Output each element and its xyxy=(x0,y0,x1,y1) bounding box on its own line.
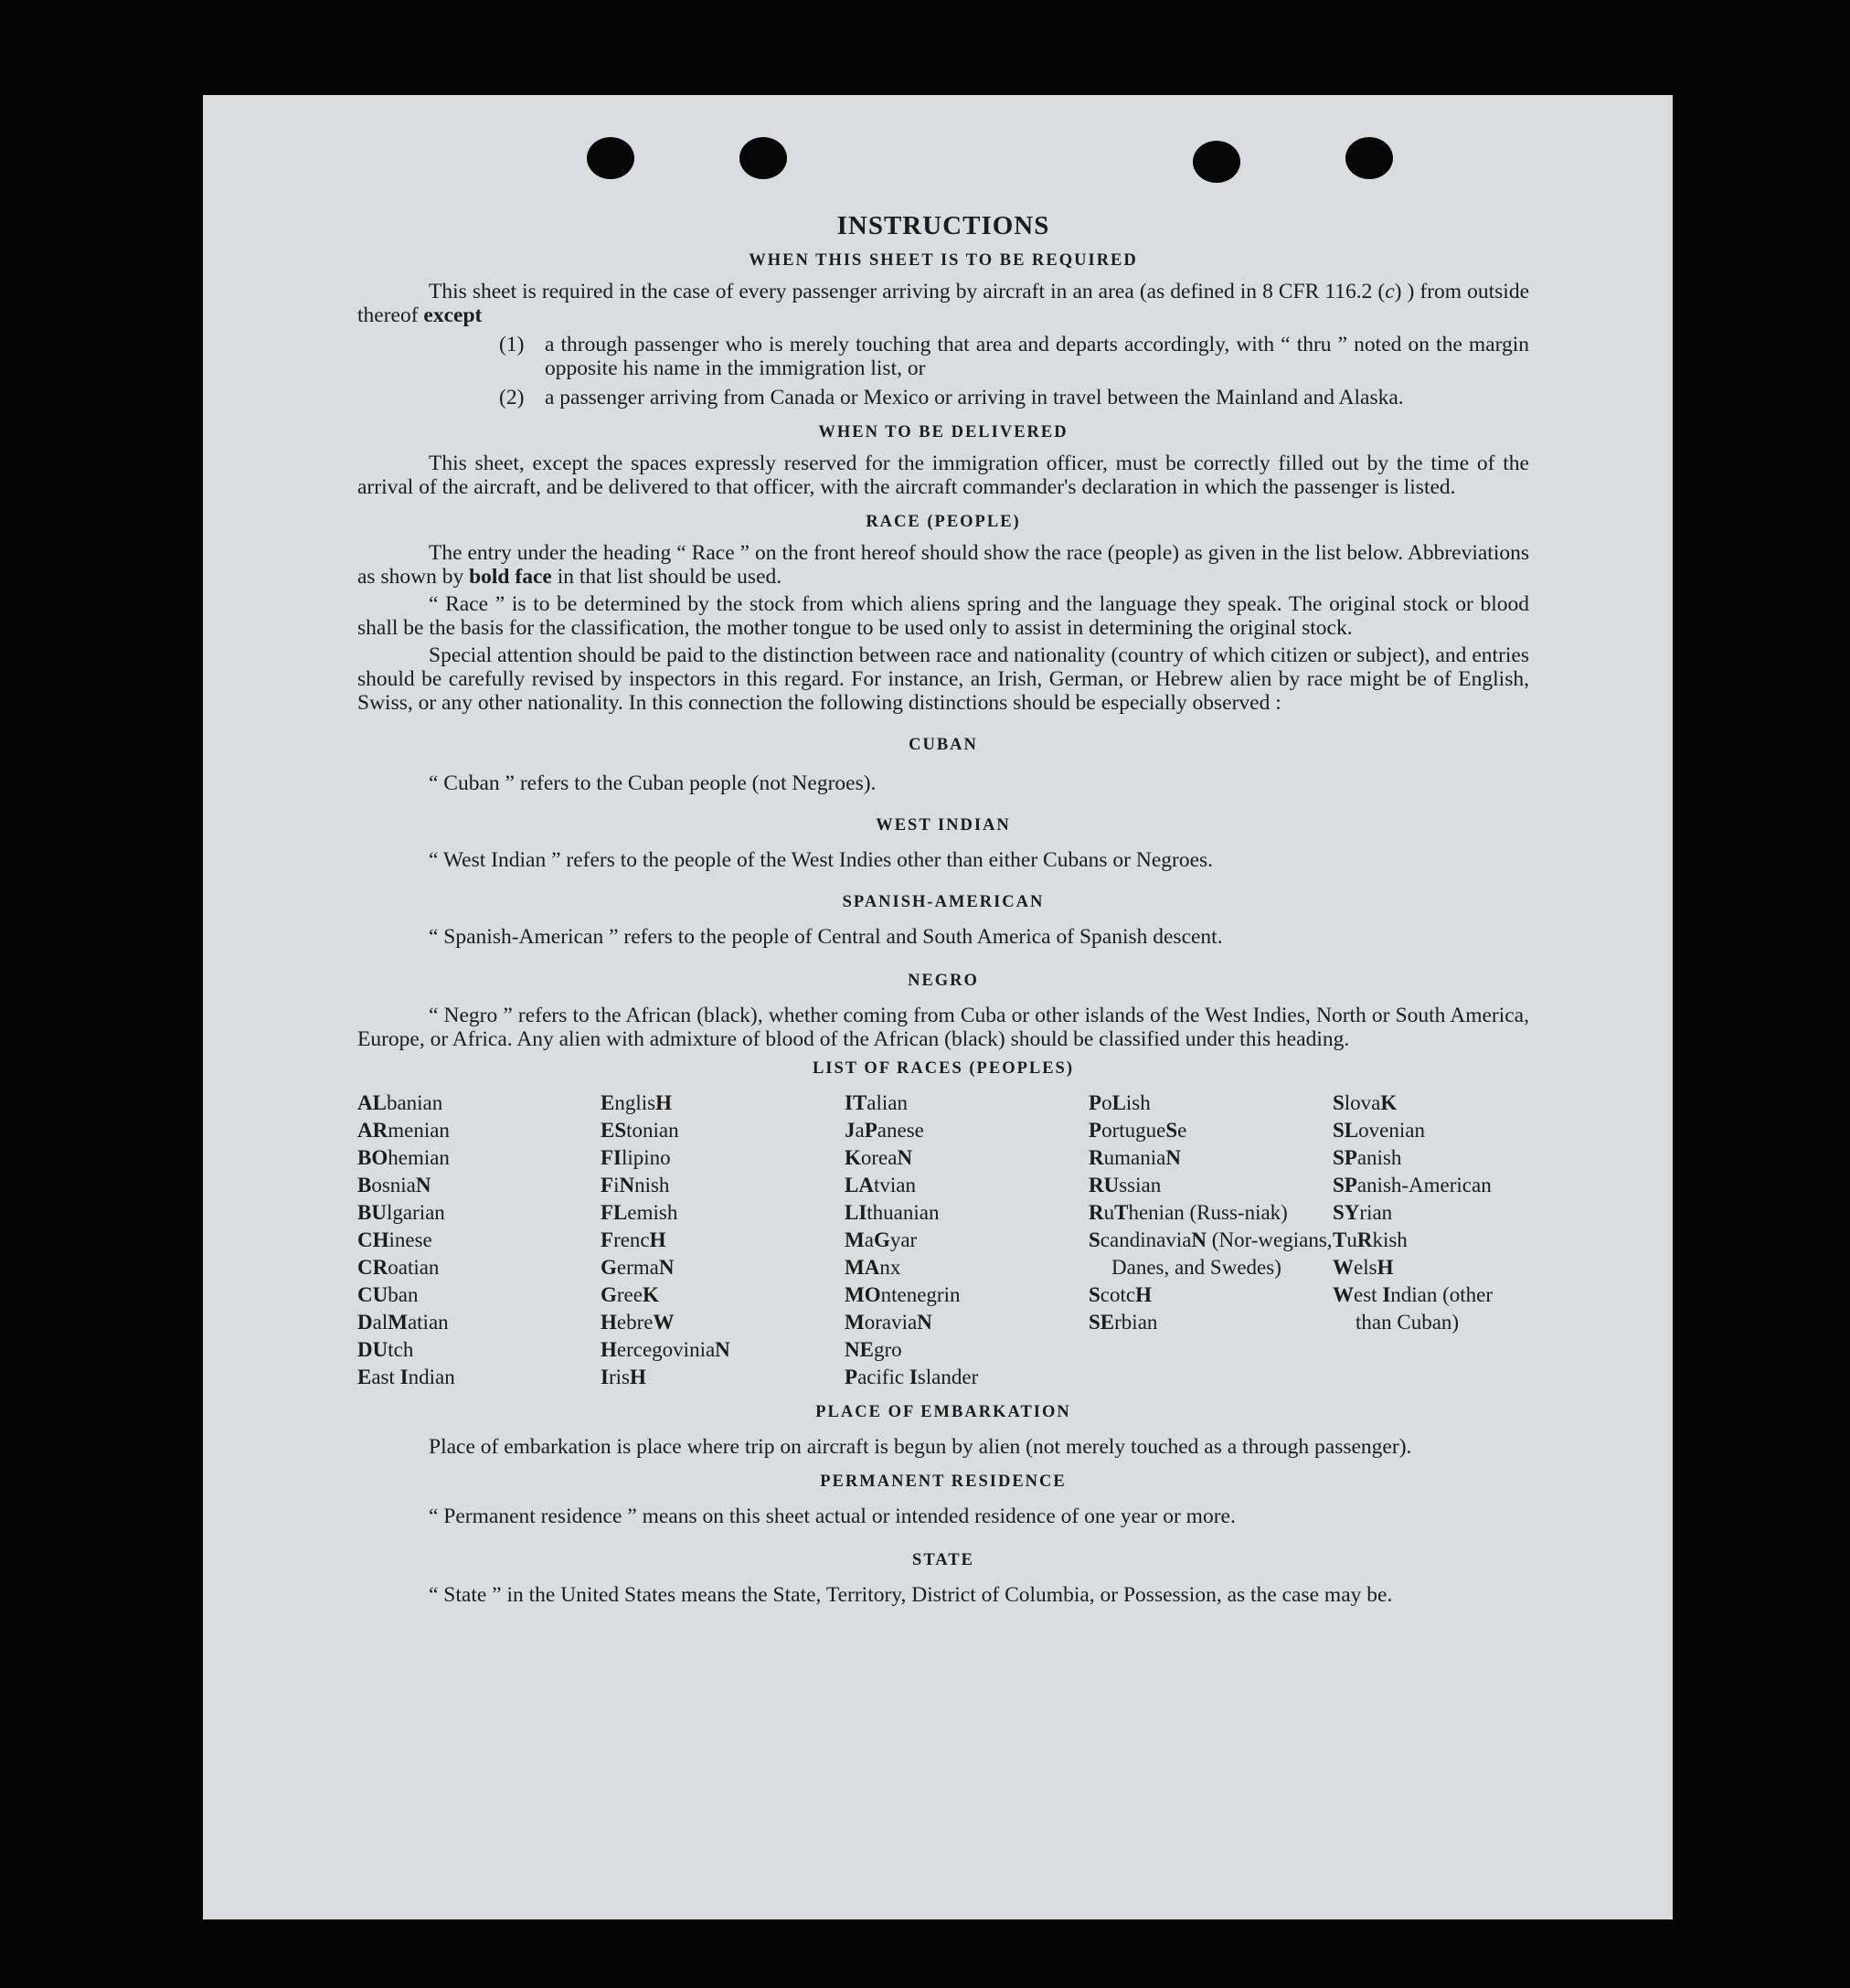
race-abbreviation: T xyxy=(1114,1201,1129,1224)
section-heading: SPANISH-AMERICAN xyxy=(842,893,1045,911)
race-abbreviation: B xyxy=(357,1174,372,1196)
race-entry xyxy=(845,1090,1089,1117)
race-entry xyxy=(1089,1199,1333,1227)
race-entry xyxy=(601,1199,845,1227)
race-name-part: oravia xyxy=(864,1311,918,1334)
race-abbreviation: LA xyxy=(845,1174,874,1196)
race-name-part: hemian xyxy=(388,1146,450,1169)
race-name-part: renc xyxy=(613,1228,650,1251)
race-abbreviation: F xyxy=(601,1174,614,1196)
race-entry xyxy=(1089,1090,1333,1117)
paragraph: “ Race ” is to be determined by the stock from which aliens spring and the language they speak. The original stock or blood shall be the basis for the classification, the mother tongue to be used only to assist in determining the original stock. xyxy=(357,592,1529,640)
race-name-part: emish xyxy=(627,1201,678,1224)
race-entry xyxy=(1333,1117,1529,1144)
section-heading: NEGRO xyxy=(908,972,979,990)
race-name-part: u xyxy=(1103,1201,1115,1224)
race-abbreviation: I xyxy=(909,1366,918,1388)
race-name-part: kish xyxy=(1372,1228,1408,1251)
race-abbreviation: LI xyxy=(845,1201,867,1224)
race-entry xyxy=(357,1281,601,1309)
race-abbreviation: M xyxy=(845,1311,865,1334)
race-abbreviation: AR xyxy=(357,1119,388,1142)
race-abbreviation: P xyxy=(1089,1091,1102,1114)
race-name-part: henian (Russ-niak) xyxy=(1128,1201,1288,1224)
race-entry xyxy=(357,1254,601,1281)
race-abbreviation: R xyxy=(1356,1228,1373,1251)
race-abbreviation: H xyxy=(601,1311,617,1334)
race-entry xyxy=(357,1227,601,1254)
race-name-part: tonian xyxy=(626,1119,679,1142)
race-abbreviation: E xyxy=(357,1366,372,1388)
paragraph: Place of embarkation is place where trip on aircraft is begun by alien (not merely touched as a through passenger). xyxy=(429,1435,1412,1459)
race-entry xyxy=(1333,1090,1529,1117)
race-entry xyxy=(601,1172,845,1199)
race-name-part: cotc xyxy=(1100,1283,1136,1306)
race-abbreviation: N xyxy=(917,1311,932,1334)
race-name-part: erma xyxy=(616,1256,659,1279)
race-abbreviation: W xyxy=(1333,1256,1354,1279)
race-entry xyxy=(357,1336,601,1364)
race-entry xyxy=(601,1144,845,1172)
race-abbreviation: G xyxy=(601,1283,617,1306)
race-name-part: slander xyxy=(917,1366,979,1388)
race-name-part: ortugue xyxy=(1101,1119,1166,1142)
race-name-part: nx xyxy=(879,1256,901,1279)
exception-item: (2) a passenger arriving from Canada or Mexico or arriving in travel between the Mainland and Alaska. xyxy=(499,386,1404,409)
race-abbreviation: N xyxy=(658,1256,675,1279)
race-name-part: umania xyxy=(1103,1146,1166,1169)
race-name-part: ercegovinia xyxy=(616,1338,716,1361)
race-abbreviation: W xyxy=(1333,1283,1354,1306)
race-entry xyxy=(845,1281,1089,1309)
race-abbreviation: IT xyxy=(845,1091,867,1114)
race-abbreviation: N xyxy=(415,1174,431,1196)
race-name-part: al xyxy=(372,1311,388,1334)
race-name-part: alian xyxy=(867,1091,908,1114)
race-column xyxy=(1089,1090,1333,1391)
race-abbreviation: I xyxy=(601,1366,609,1388)
race-entry xyxy=(601,1117,845,1144)
race-abbreviation: S xyxy=(1165,1119,1178,1142)
race-entry xyxy=(1333,1281,1529,1336)
section-heading: WHEN THIS SHEET IS TO BE REQUIRED xyxy=(749,251,1138,270)
race-abbreviation: F xyxy=(601,1228,614,1251)
race-name-part: gro xyxy=(873,1338,902,1361)
race-name-part: o xyxy=(1101,1091,1112,1114)
race-name-part: osnia xyxy=(371,1174,416,1196)
race-name-part: lova xyxy=(1344,1091,1381,1114)
race-abbreviation: M xyxy=(388,1311,408,1334)
race-entry xyxy=(845,1336,1089,1364)
race-name-part: ban xyxy=(388,1283,419,1306)
race-name-part: orea xyxy=(860,1146,898,1169)
race-entry xyxy=(845,1227,1089,1254)
race-entry xyxy=(845,1199,1089,1227)
race-abbreviation: CU xyxy=(357,1283,388,1306)
race-name-part: anish xyxy=(1356,1146,1402,1169)
instructions-text xyxy=(357,211,1529,1611)
race-abbreviation: H xyxy=(601,1338,617,1361)
paragraph: This sheet is required in the case of every passenger arriving by aircraft in an area (as defined in 8 CFR 116.2 (c) ) from outside thereof except xyxy=(357,280,1529,327)
race-abbreviation: S xyxy=(1333,1091,1345,1114)
page-title: INSTRUCTIONS xyxy=(836,211,1050,240)
race-entry xyxy=(357,1090,601,1117)
race-entry xyxy=(357,1364,601,1391)
race-entry xyxy=(1333,1227,1529,1254)
race-abbreviation: BU xyxy=(357,1201,387,1224)
race-abbreviation: M xyxy=(845,1228,865,1251)
race-abbreviation: SE xyxy=(1089,1311,1115,1334)
race-abbreviation: L xyxy=(1111,1091,1126,1114)
punch-hole xyxy=(587,137,634,179)
race-entry xyxy=(1333,1144,1529,1172)
race-name-part: a xyxy=(864,1228,874,1251)
race-abbreviation: SY xyxy=(1333,1201,1360,1224)
race-abbreviation: G xyxy=(601,1256,617,1279)
race-column xyxy=(1333,1090,1529,1391)
paragraph: “ Permanent residence ” means on this sheet actual or intended residence of one year or more. xyxy=(429,1504,1236,1528)
race-entry xyxy=(357,1172,601,1199)
race-abbreviation: AL xyxy=(357,1091,387,1114)
race-abbreviation: R xyxy=(1089,1201,1104,1224)
section-heading: WEST INDIAN xyxy=(876,816,1011,835)
race-name-part: oatian xyxy=(388,1256,440,1279)
race-entry xyxy=(601,1364,845,1391)
race-entry xyxy=(601,1227,845,1254)
race-entry xyxy=(601,1090,845,1117)
race-abbreviation: CH xyxy=(357,1228,389,1251)
race-name-part: i xyxy=(613,1174,620,1196)
race-name-part: els xyxy=(1354,1256,1377,1279)
section-heading: LIST OF RACES (PEOPLES) xyxy=(812,1059,1075,1078)
race-name-part: ish xyxy=(1125,1091,1151,1114)
race-entry xyxy=(1333,1254,1529,1281)
race-column xyxy=(601,1090,845,1391)
punch-hole xyxy=(1193,141,1240,183)
race-name-part: candinavia xyxy=(1100,1228,1192,1251)
race-name-part: lipino xyxy=(622,1146,671,1169)
race-abbreviation: BO xyxy=(357,1146,388,1169)
race-abbreviation: SP xyxy=(1333,1174,1357,1196)
race-abbreviation: S xyxy=(1089,1283,1100,1306)
race-entry xyxy=(845,1309,1089,1336)
race-name-part: u xyxy=(1346,1228,1357,1251)
race-abbreviation: SL xyxy=(1333,1119,1359,1142)
race-name-part: e xyxy=(1177,1119,1187,1142)
race-abbreviation: NE xyxy=(845,1338,874,1361)
paragraph: “ State ” in the United States means the State, Territory, District of Columbia, or Possession, as the case may be. xyxy=(429,1583,1393,1607)
paragraph: Special attention should be paid to the distinction between race and nationality (country of which citizen or subject), and entries should be carefully revised by inspectors in this regard. For instance, an Irish, German, or Hebrew alien by race might be of English, Swiss, or any other nationality. In this connection the following distinctions should be especially observed : xyxy=(357,643,1529,715)
race-abbreviation: N xyxy=(1191,1228,1207,1251)
punch-hole xyxy=(1345,137,1393,179)
race-abbreviation: H xyxy=(1377,1256,1394,1279)
race-name-part: rbian xyxy=(1114,1311,1158,1334)
race-abbreviation: FL xyxy=(601,1201,628,1224)
race-name-part: ntenegrin xyxy=(880,1283,961,1306)
race-name-part: tch xyxy=(388,1338,414,1361)
punch-hole xyxy=(739,137,787,179)
section-heading: WHEN TO BE DELIVERED xyxy=(818,423,1069,441)
race-name-part: ndian xyxy=(408,1366,455,1388)
paragraph: This sheet, except the spaces expressly reserved for the immigration officer, must be correctly filled out by the time of the arrival of the aircraft, and be delivered to that officer, with the aircraft commander's declaration in which the passenger is listed. xyxy=(357,452,1529,499)
race-entry xyxy=(1089,1309,1333,1336)
race-entry xyxy=(1333,1172,1529,1199)
race-abbreviation: ES xyxy=(601,1119,627,1142)
paragraph: “ Negro ” refers to the African (black), whether coming from Cuba or other islands of the West Indies, North or South America, Europe, or Africa. Any alien with admixture of blood of the African (black) should be classified under this heading. xyxy=(357,1004,1529,1051)
race-entry xyxy=(357,1309,601,1336)
race-abbreviation: DU xyxy=(357,1338,388,1361)
section-heading: RACE (PEOPLE) xyxy=(866,513,1021,531)
race-name-part: anish-American xyxy=(1356,1174,1492,1196)
race-abbreviation: H xyxy=(655,1091,672,1114)
paragraph: The entry under the heading “ Race ” on the front hereof should show the race (people) as given in the list below. Abbreviations as shown by bold face in that list should be used. xyxy=(357,541,1529,589)
document-page xyxy=(203,95,1673,1919)
race-entry xyxy=(601,1254,845,1281)
race-name-part: acific xyxy=(857,1366,909,1388)
race-entry xyxy=(1089,1117,1333,1144)
race-entry xyxy=(1089,1281,1333,1309)
race-abbreviation: MA xyxy=(845,1256,880,1279)
race-abbreviation: N xyxy=(619,1174,635,1196)
race-entry xyxy=(357,1144,601,1172)
race-entry xyxy=(1089,1172,1333,1199)
race-entry xyxy=(1089,1227,1333,1281)
race-abbreviation: E xyxy=(601,1091,615,1114)
race-entry xyxy=(357,1117,601,1144)
race-name-part: est xyxy=(1354,1283,1383,1306)
race-name-part: ndian (other than Cuban) xyxy=(1356,1283,1494,1334)
race-abbreviation: K xyxy=(1380,1091,1398,1114)
race-abbreviation: J xyxy=(845,1119,856,1142)
race-abbreviation: RU xyxy=(1089,1174,1120,1196)
race-abbreviation: P xyxy=(864,1119,877,1142)
race-abbreviation: G xyxy=(873,1228,890,1251)
race-abbreviation: I xyxy=(1382,1283,1391,1306)
race-abbreviation: N xyxy=(1165,1146,1181,1169)
race-name-part: ovenian xyxy=(1358,1119,1425,1142)
race-entry xyxy=(845,1254,1089,1281)
section-heading: PLACE OF EMBARKATION xyxy=(815,1403,1071,1421)
race-entry xyxy=(601,1281,845,1309)
race-abbreviation: S xyxy=(1089,1228,1100,1251)
race-entry xyxy=(845,1172,1089,1199)
race-name-part: thuanian xyxy=(867,1201,940,1224)
race-abbreviation: CR xyxy=(357,1256,388,1279)
race-name-part: nish xyxy=(634,1174,670,1196)
section-heading: PERMANENT RESIDENCE xyxy=(820,1472,1067,1491)
race-abbreviation: FI xyxy=(601,1146,622,1169)
race-abbreviation: N xyxy=(897,1146,913,1169)
paragraph: “ West Indian ” refers to the people of the West Indies other than either Cubans or Negroes. xyxy=(429,848,1214,872)
race-abbreviation: I xyxy=(399,1366,409,1388)
race-name-part: rian xyxy=(1359,1201,1393,1224)
paragraph: “ Spanish-American ” refers to the people of Central and South America of Spanish descent. xyxy=(429,925,1223,949)
race-abbreviation: D xyxy=(357,1311,373,1334)
race-abbreviation: MO xyxy=(845,1283,881,1306)
race-entry xyxy=(601,1309,845,1336)
exception-item: (1) a through passenger who is merely touching that area and departs accordingly, with “ thru ” noted on the margin opposite his name in the immigration list, or xyxy=(499,333,1529,380)
race-abbreviation: SP xyxy=(1333,1146,1357,1169)
race-entry xyxy=(601,1336,845,1364)
race-abbreviation: K xyxy=(845,1146,861,1169)
race-abbreviation: H xyxy=(649,1228,666,1251)
race-name-part: banian xyxy=(386,1091,443,1114)
race-name-part: nglis xyxy=(614,1091,656,1114)
race-name-part: a xyxy=(855,1119,865,1142)
race-name-part: menian xyxy=(388,1119,450,1142)
race-name-part: yar xyxy=(889,1228,918,1251)
race-abbreviation: N xyxy=(715,1338,730,1361)
race-abbreviation: T xyxy=(1333,1228,1347,1251)
race-abbreviation: R xyxy=(1089,1146,1104,1169)
race-abbreviation: W xyxy=(653,1311,675,1334)
section-heading: STATE xyxy=(912,1551,974,1569)
race-abbreviation: H xyxy=(1135,1283,1152,1306)
race-name-part: ris xyxy=(608,1366,630,1388)
race-name-part: (Nor-wegians, Danes, and Swedes) xyxy=(1111,1228,1333,1279)
race-column xyxy=(357,1090,601,1391)
race-abbreviation: P xyxy=(845,1366,858,1388)
race-name-part: atian xyxy=(407,1311,449,1334)
paragraph: “ Cuban ” refers to the Cuban people (not Negroes). xyxy=(429,771,877,795)
race-abbreviation: H xyxy=(629,1366,646,1388)
race-name-part: tvian xyxy=(873,1174,916,1196)
race-column xyxy=(845,1090,1089,1391)
race-name-part: ree xyxy=(616,1283,643,1306)
race-name-part: anese xyxy=(877,1119,924,1142)
race-entry xyxy=(1089,1144,1333,1172)
race-entry xyxy=(1333,1199,1529,1227)
race-entry xyxy=(845,1364,1089,1391)
race-entry xyxy=(357,1199,601,1227)
race-entry xyxy=(845,1144,1089,1172)
race-name-part: ssian xyxy=(1119,1174,1162,1196)
race-name-part: inese xyxy=(388,1228,432,1251)
race-name-part: ebre xyxy=(616,1311,654,1334)
race-abbreviation: P xyxy=(1089,1119,1102,1142)
race-list xyxy=(357,1090,1529,1391)
race-name-part: lgarian xyxy=(386,1201,445,1224)
race-abbreviation: K xyxy=(642,1283,659,1306)
race-name-part: ast xyxy=(371,1366,400,1388)
section-heading: CUBAN xyxy=(909,736,978,754)
race-entry xyxy=(845,1117,1089,1144)
